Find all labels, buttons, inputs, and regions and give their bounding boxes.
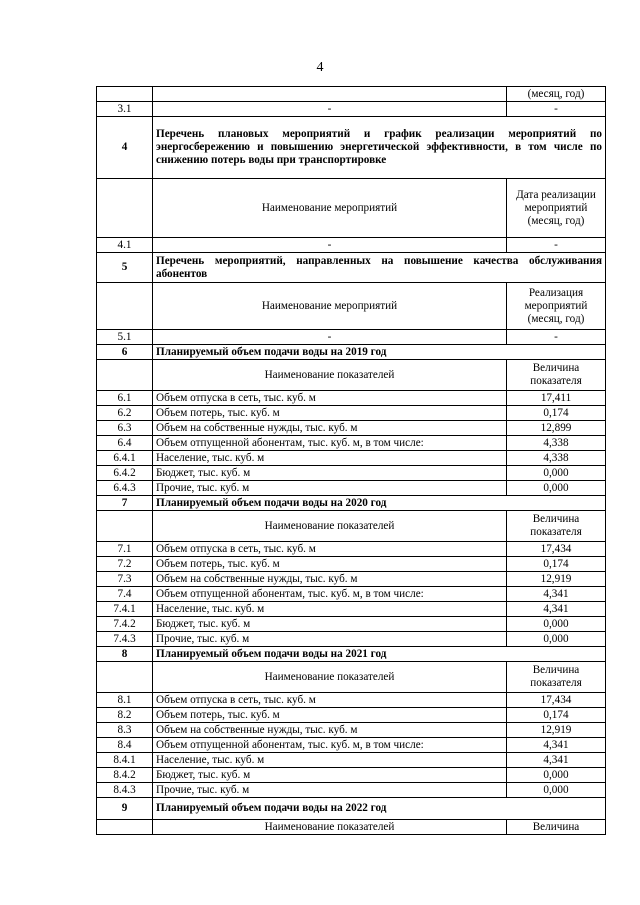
page-number: 4 [316,60,324,75]
cell-empty [97,662,153,693]
row-number: 8.2 [97,708,153,723]
row-name: Население, тыс. куб. м [153,451,507,466]
table-row [97,391,606,406]
table-row [97,542,606,557]
row-number: 6.4.1 [97,451,153,466]
row-number: 7.4 [97,587,153,602]
row-date: - [507,102,606,117]
col-header-value: Величина [507,820,606,835]
section-number: 8 [97,647,153,662]
section-title: Перечень мероприятий, направленных на повышение качества обслуживания абонентов [153,253,606,283]
row-number: 5.1 [97,330,153,345]
row-name: Объем отпущенной абонентам, тыс. куб. м, в том числе: [153,587,507,602]
section-title: Перечень плановых мероприятий и график реализации мероприятий по энергосбережению и повышению энергетической эффективности, в том числе по снижению потерь воды при транспортировке [153,117,606,179]
section-header [97,496,606,511]
row-value: 4,341 [507,738,606,753]
table-row [97,632,606,647]
row-number: 8.1 [97,693,153,708]
row-name: Прочие, тыс. куб. м [153,783,507,798]
row-number: 3.1 [97,102,153,117]
date-unit-cell: (месяц, год) [507,87,606,102]
row-name: - [153,102,507,117]
row-name: Объем отпуска в сеть, тыс. куб. м [153,542,507,557]
row-number: 6.4 [97,436,153,451]
row-number: 4.1 [97,238,153,253]
row-name: Бюджет, тыс. куб. м [153,466,507,481]
row-name: Объем отпущенной абонентам, тыс. куб. м, в том числе: [153,436,507,451]
row-number: 7.4.3 [97,632,153,647]
row-date: - [507,330,606,345]
row-number: 8.4 [97,738,153,753]
section-number: 7 [97,496,153,511]
row-number: 7.4.2 [97,617,153,632]
row-value: 4,341 [507,753,606,768]
section-number: 6 [97,345,153,360]
row-number: 6.2 [97,406,153,421]
cell-empty [97,511,153,542]
section-header [97,798,606,820]
table-row [97,466,606,481]
col-header-value: Величина показателя [507,360,606,391]
program-table [96,86,606,835]
row-number: 6.1 [97,391,153,406]
cell-empty [153,87,507,102]
column-header-row [97,662,606,693]
row-number: 8.4.3 [97,783,153,798]
table-row [97,557,606,572]
section-number: 9 [97,798,153,820]
table-row [97,481,606,496]
col-header-name: Наименование мероприятий [153,179,507,238]
row-name: Объем отпущенной абонентам, тыс. куб. м, в том числе: [153,738,507,753]
row-number: 7.3 [97,572,153,587]
table-row [97,768,606,783]
row-value: 17,434 [507,542,606,557]
cell-empty [97,820,153,835]
row-name: Объем потерь, тыс. куб. м [153,557,507,572]
row-value: 4,338 [507,451,606,466]
row-name: - [153,238,507,253]
row-number: 8.3 [97,723,153,738]
col-header-name: Наименование показателей [153,360,507,391]
row-name: Прочие, тыс. куб. м [153,632,507,647]
col-header-name: Наименование показателей [153,820,507,835]
row-number: 8.4.1 [97,753,153,768]
row-name: Объем на собственные нужды, тыс. куб. м [153,572,507,587]
row-date: - [507,238,606,253]
row-number: 7.4.1 [97,602,153,617]
col-header-name: Наименование мероприятий [153,283,507,330]
table-row [97,238,606,253]
col-header-name: Наименование показателей [153,662,507,693]
row-value: 17,434 [507,693,606,708]
row-name: Население, тыс. куб. м [153,753,507,768]
section-title: Планируемый объем подачи воды на 2021 год [153,647,606,662]
table-row [97,330,606,345]
row-name: Объем потерь, тыс. куб. м [153,406,507,421]
table-row [97,587,606,602]
row-name: Бюджет, тыс. куб. м [153,768,507,783]
col-header-name: Наименование показателей [153,511,507,542]
row-value: 0,000 [507,466,606,481]
row-name: Объем на собственные нужды, тыс. куб. м [153,421,507,436]
table-row [97,602,606,617]
row-value: 17,411 [507,391,606,406]
column-header-row [97,820,606,835]
table-row [97,421,606,436]
row-value: 12,899 [507,421,606,436]
row-value: 0,000 [507,632,606,647]
section-header [97,345,606,360]
section-title: Планируемый объем подачи воды на 2022 год [153,798,606,820]
cell-empty [97,87,153,102]
table-row [97,617,606,632]
table-row [97,723,606,738]
table-row [97,87,606,102]
row-value: 4,338 [507,436,606,451]
row-value: 0,174 [507,406,606,421]
row-number: 7.2 [97,557,153,572]
row-name: Бюджет, тыс. куб. м [153,617,507,632]
section-title: Планируемый объем подачи воды на 2020 год [153,496,606,511]
row-value: 0,000 [507,617,606,632]
col-header-date: Дата реализации мероприятий (месяц, год) [507,179,606,238]
row-value: 0,174 [507,708,606,723]
section-header [97,117,606,179]
table-row [97,102,606,117]
row-name: Прочие, тыс. куб. м [153,481,507,496]
table-row [97,451,606,466]
table-row [97,753,606,768]
row-number: 8.4.2 [97,768,153,783]
row-value: 12,919 [507,723,606,738]
table-row [97,436,606,451]
col-header-date: Реализация мероприятий (месяц, год) [507,283,606,330]
cell-empty [97,360,153,391]
table-row [97,572,606,587]
table-row [97,693,606,708]
row-name: Население, тыс. куб. м [153,602,507,617]
row-name: Объем потерь, тыс. куб. м [153,708,507,723]
section-header [97,647,606,662]
section-header [97,253,606,283]
table-row [97,406,606,421]
table-row [97,783,606,798]
section-number: 4 [97,117,153,179]
row-name: Объем отпуска в сеть, тыс. куб. м [153,391,507,406]
cell-empty [97,283,153,330]
row-value: 0,000 [507,481,606,496]
row-number: 7.1 [97,542,153,557]
row-name: Объем на собственные нужды, тыс. куб. м [153,723,507,738]
column-header-row [97,283,606,330]
row-value: 0,000 [507,783,606,798]
row-number: 6.4.2 [97,466,153,481]
row-value: 4,341 [507,602,606,617]
cell-empty [97,179,153,238]
col-header-value: Величина показателя [507,662,606,693]
table-row [97,708,606,723]
row-number: 6.3 [97,421,153,436]
column-header-row [97,511,606,542]
section-number: 5 [97,253,153,283]
row-value: 12,919 [507,572,606,587]
row-name: - [153,330,507,345]
row-value: 4,341 [507,587,606,602]
row-value: 0,000 [507,768,606,783]
row-value: 0,174 [507,557,606,572]
table-row [97,738,606,753]
section-title: Планируемый объем подачи воды на 2019 год [153,345,606,360]
row-name: Объем отпуска в сеть, тыс. куб. м [153,693,507,708]
col-header-value: Величина показателя [507,511,606,542]
row-number: 6.4.3 [97,481,153,496]
column-header-row [97,360,606,391]
column-header-row [97,179,606,238]
